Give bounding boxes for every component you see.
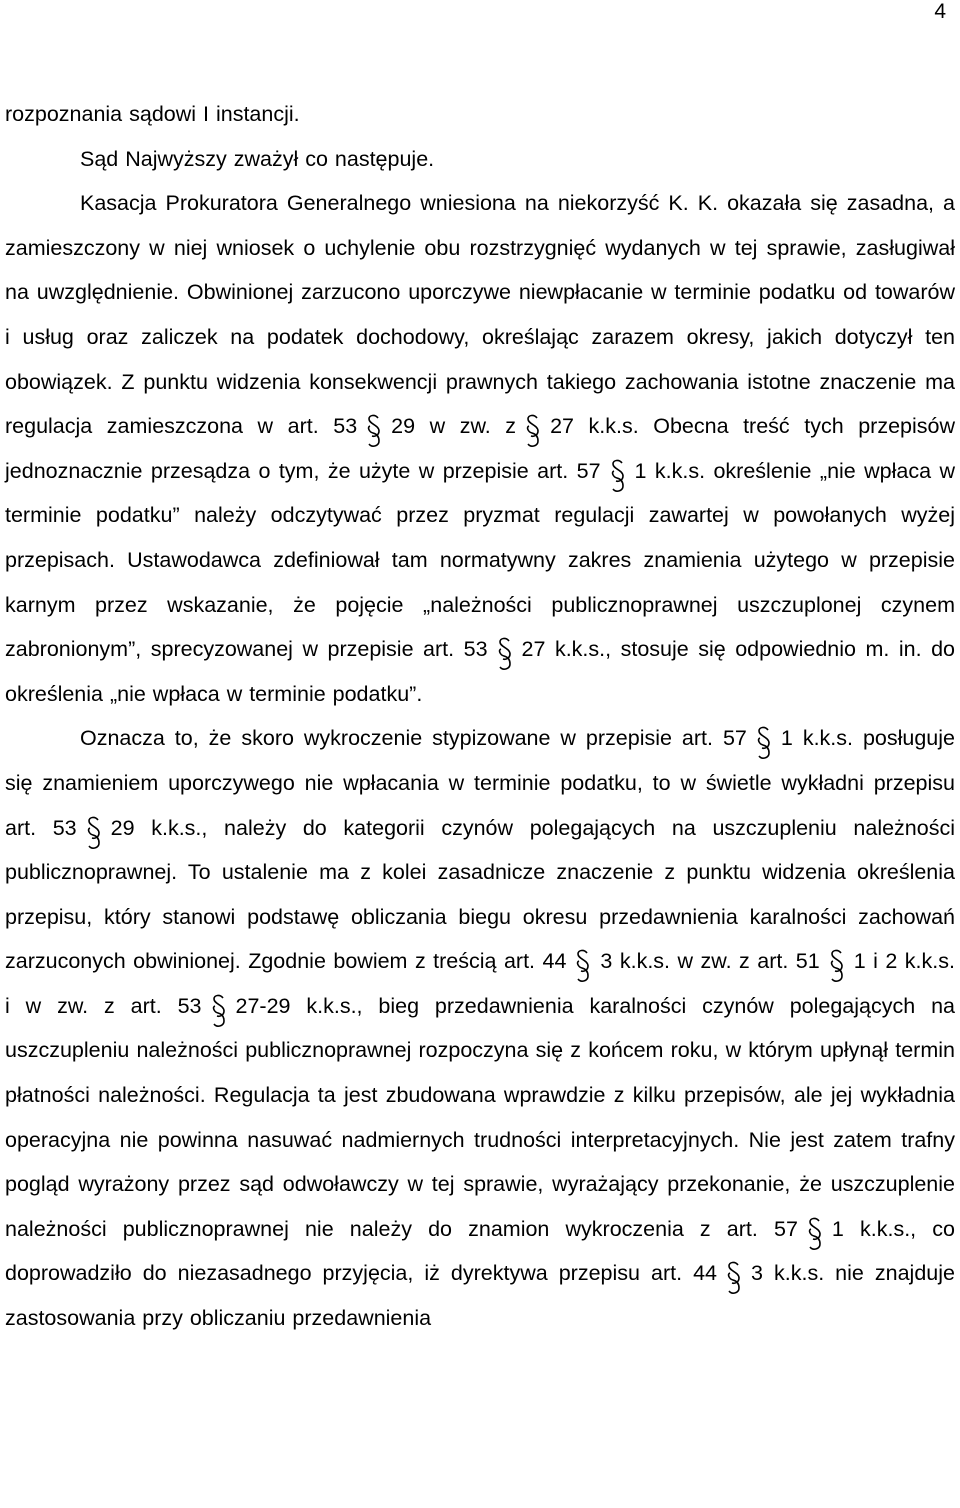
page-number: 4 (934, 0, 946, 23)
section-sign-icon (755, 726, 773, 760)
text-segment: rozpoznania sądowi I instancji. (5, 102, 300, 126)
section-sign-icon (806, 1217, 824, 1251)
text-segment: 1 k.k.s. posługuje się znamieniem uporczywego nie wpłacania w terminie podatku, to w świetle wykładni przepisu art. 53 (5, 726, 955, 840)
text-segment: 3 k.k.s. nie znajduje zastosowania przy obliczaniu przedawnienia (5, 1261, 955, 1331)
text-segment: 3 k.k.s. w zw. z art. 51 (600, 949, 820, 974)
quoted-term: nie wpłaca w terminie podatku (5, 458, 956, 528)
text-segment: , sprecyzowanej w przepisie art. 53 (135, 637, 488, 662)
text-segment: . (416, 681, 423, 706)
text-segment: 1 k.k.s. określenie (634, 458, 812, 483)
quoted-term: należności publicznoprawnej uszczuplonej czynem zabronionym (5, 592, 956, 662)
section-sign-icon (85, 816, 103, 850)
section-sign-icon (609, 459, 627, 493)
section-sign-icon (725, 1261, 743, 1295)
text-segment: Oznacza to, że skoro wykroczenie stypizowane w przepisie art. 57 (80, 726, 747, 751)
section-sign-icon (210, 994, 228, 1028)
quoted-term: nie wpłaca w terminie podatku (117, 681, 410, 706)
section-sign-icon (365, 414, 383, 448)
text-segment: 27 k.k.s., stosuje się odpowiednio m. in. do określenia (5, 637, 955, 706)
text-segment: Kasacja Prokuratora Generalnego wniesiona na niekorzyść K. K. okazała się zasadna, a zamieszczony w niej wniosek o uchylenie obu rozstrzygnięć wydanych w tej sprawie, zasługiwał na uwzględnienie. Obwinionej zarzucono uporczywe niewpłacanie w terminie podatku od towarów i usług oraz zaliczek na podatek dochodowy, określając zarazem okresy, jakich dotyczył ten obowiązek. Z punktu widzenia konsekwencji prawnych takiego zachowania istotne znaczenie ma regulacja zamieszczona w art. 53 (5, 191, 955, 439)
text-segment: 27-29 k.k.s., bieg przedawnienia karalności czynów polegających na uszczupleniu należności publicznoprawnej rozpoczyna się z końcem roku, w którym upłynął termin płatności należności. Regulacja ta jest zbudowana wprawdzie z kilku przepisów, ale jej wykładnia operacyjna nie powinna nasuwać nadmiernych trudności interpretacyjnych. Nie jest zatem trafny pogląd wyrażony przez sąd odwoławczy w tej sprawie, wyrażający przekonanie, że uszczuplenie należności publicznoprawnej nie należy do znamion wykroczenia z art. 57 (5, 993, 955, 1241)
section-sign-icon (574, 949, 592, 983)
text-segment: 29 w zw. z (391, 414, 517, 439)
paragraph (5, 716, 955, 1340)
text-segment: należy odczytywać przez pryzmat regulacji zawartej w powołanych wyżej przepisach. Ustawodawca zdefiniował tam normatywny zakres znamienia użytego w przepisie karnym przez wskazanie, że pojęcie (5, 503, 955, 617)
text-segment: 1 i 2 k.k.s. i w zw. z art. 53 (5, 949, 955, 1018)
text-segment: 29 k.k.s., należy do kategorii czynów polegających na uszczupleniu należności publicznoprawnej. To ustalenie ma z kolei zasadnicze znaczenie z punktu widzenia określenia przepisu, który stanowi podstawę obliczania biegu okresu przedawnienia karalności zachowań zarzuconych obwinionej. Zgodnie bowiem z treścią art. 44 (5, 815, 956, 974)
text-segment: Sąd Najwyższy zważył co następuje. (80, 146, 435, 171)
paragraph: Kasacja Prokuratora Generalnego wniesiona na niekorzyść K. K. okazała się zasadna, a zamieszczony w niej wniosek o uchylenie obu rozstrzygnięć wydanych w tej sprawie, zasługiwał na uwzględnienie. Obwinionej zarzucono uporczywe niewpłacanie w terminie podatku od towarów i usług oraz zaliczek na podatek dochodowy, określając zarazem okresy, jakich dotyczył ten obowiązek. Z punktu widzenia konsekwencji prawnych takiego zachowania istotne znaczenie ma regulacja zamieszczona w art. 53 29 w zw. z 27 k.k.s. Obecna treść tych przepisów jednoznacznie przesądza o tym, że użyte w przepisie art. 57 1 k.k.s. określenie „nie wpłaca w terminie podatku” należy odczytywać przez pryzmat regulacji zawartej w powołanych wyżej przepisach. Ustawodawca zdefiniował tam normatywny zakres znamienia użytego w przepisie karnym przez wskazanie, że pojęcie „należności publicznoprawnej uszczuplonej czynem zabronionym”, sprecyzowanej w przepisie art. 53 27 k.k.s., stosuje się odpowiednio m. in. do określenia „nie wpłaca w terminie podatku”. (5, 191, 956, 706)
paragraph (5, 92, 955, 137)
text-segment: 27 k.k.s. Obecna treść tych przepisów jednoznacznie przesądza o tym, że użyte w przepisie art. 57 (5, 414, 955, 483)
section-sign-icon (828, 949, 846, 983)
document-body (5, 92, 955, 1341)
paragraph (5, 137, 955, 182)
section-sign-icon (496, 637, 514, 671)
text-segment: 1 k.k.s., co doprowadziło do niezasadnego przyjęcia, iż dyrektywa przepisu art. 44 (5, 1216, 955, 1286)
section-sign-icon (524, 414, 542, 448)
